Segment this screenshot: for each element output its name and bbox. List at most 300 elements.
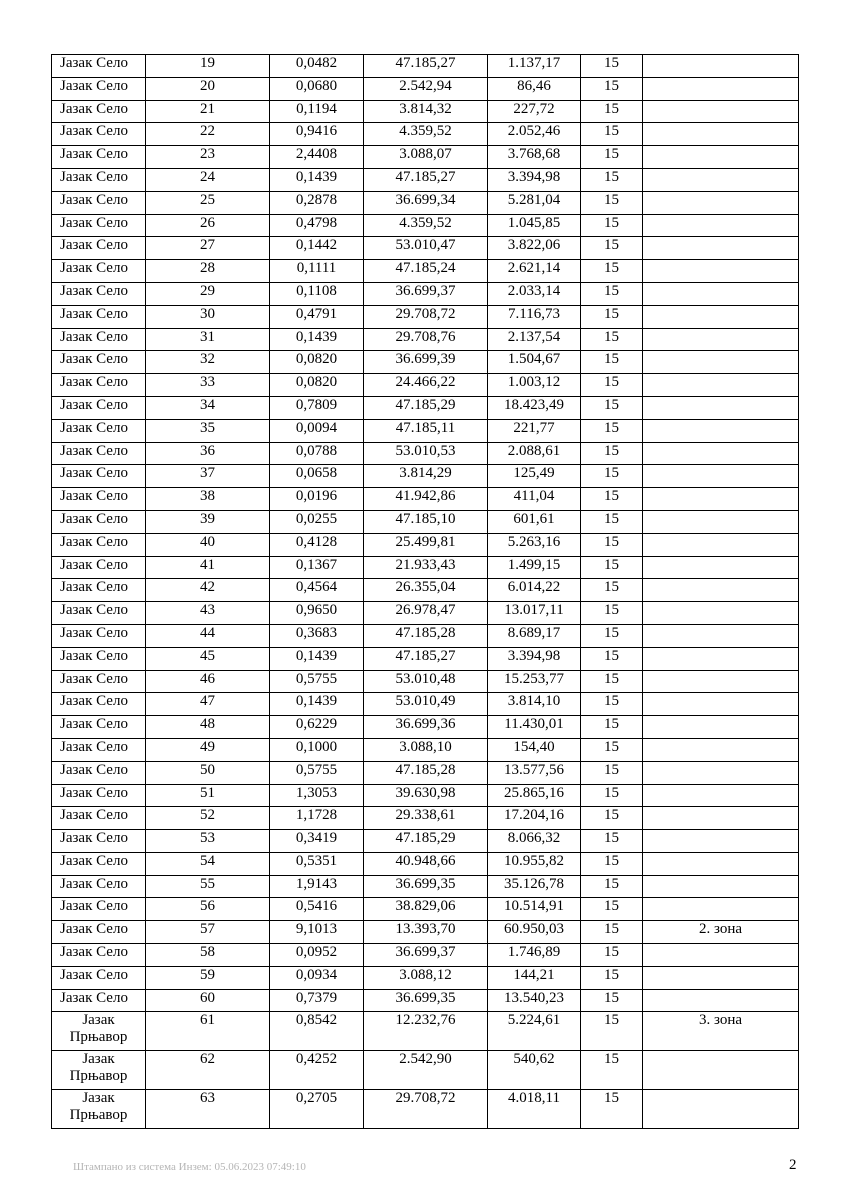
cell-amount: 18.423,49 xyxy=(488,396,581,419)
cell-unit-value: 29.708,72 xyxy=(364,305,488,328)
cell-amount: 10.514,91 xyxy=(488,898,581,921)
cell-parcel-number: 20 xyxy=(146,77,270,100)
cell-area: 0,7379 xyxy=(270,989,364,1012)
cell-rate: 15 xyxy=(581,602,643,625)
cell-rate: 15 xyxy=(581,830,643,853)
cell-unit-value: 29.708,76 xyxy=(364,328,488,351)
cell-zone-note: 3. зона xyxy=(643,1012,799,1051)
cell-rate: 15 xyxy=(581,670,643,693)
cell-parcel-number: 44 xyxy=(146,624,270,647)
cell-rate: 15 xyxy=(581,966,643,989)
cell-parcel-number: 58 xyxy=(146,944,270,967)
table-row xyxy=(52,442,799,465)
cell-area: 0,0820 xyxy=(270,351,364,374)
cell-amount: 13.577,56 xyxy=(488,761,581,784)
cell-area: 0,0820 xyxy=(270,374,364,397)
cell-rate: 15 xyxy=(581,533,643,556)
cell-area: 2,4408 xyxy=(270,146,364,169)
cell-unit-value: 3.088,10 xyxy=(364,738,488,761)
cell-zone-note xyxy=(643,944,799,967)
cell-area: 0,5416 xyxy=(270,898,364,921)
cell-rate: 15 xyxy=(581,921,643,944)
table-row xyxy=(52,898,799,921)
cell-rate: 15 xyxy=(581,624,643,647)
cell-zone-note xyxy=(643,305,799,328)
cell-rate: 15 xyxy=(581,738,643,761)
cell-cadastral-municipality: Јазак Село xyxy=(52,944,146,967)
cell-cadastral-municipality: Јазак Село xyxy=(52,875,146,898)
cell-cadastral-municipality: Јазак Прњавор xyxy=(52,1051,146,1090)
cell-amount: 3.822,06 xyxy=(488,237,581,260)
cell-cadastral-municipality: Јазак Село xyxy=(52,533,146,556)
cell-rate: 15 xyxy=(581,100,643,123)
print-footer: Штампано из система Инзем: 05.06.2023 07:49:10 xyxy=(73,1161,306,1173)
cell-area: 0,4798 xyxy=(270,214,364,237)
cell-unit-value: 4.359,52 xyxy=(364,214,488,237)
cell-zone-note xyxy=(643,989,799,1012)
cell-cadastral-municipality: Јазак Село xyxy=(52,989,146,1012)
table-row xyxy=(52,716,799,739)
cell-cadastral-municipality: Јазак Село xyxy=(52,237,146,260)
cell-zone-note xyxy=(643,807,799,830)
cell-cadastral-municipality: Јазак Село xyxy=(52,670,146,693)
cell-rate: 15 xyxy=(581,191,643,214)
table-row xyxy=(52,738,799,761)
table-row xyxy=(52,761,799,784)
cell-zone-note xyxy=(643,488,799,511)
cell-amount: 3.394,98 xyxy=(488,168,581,191)
cell-cadastral-municipality: Јазак Село xyxy=(52,260,146,283)
table-row xyxy=(52,465,799,488)
cell-unit-value: 41.942,86 xyxy=(364,488,488,511)
cell-cadastral-municipality: Јазак Село xyxy=(52,488,146,511)
table-row xyxy=(52,488,799,511)
cell-rate: 15 xyxy=(581,1051,643,1090)
cell-cadastral-municipality: Јазак Село xyxy=(52,282,146,305)
cell-zone-note xyxy=(643,647,799,670)
cell-zone-note xyxy=(643,123,799,146)
cell-parcel-number: 46 xyxy=(146,670,270,693)
cell-amount: 5.281,04 xyxy=(488,191,581,214)
cell-rate: 15 xyxy=(581,556,643,579)
cell-cadastral-municipality: Јазак Село xyxy=(52,647,146,670)
cell-unit-value: 36.699,37 xyxy=(364,282,488,305)
cell-parcel-number: 31 xyxy=(146,328,270,351)
table-row xyxy=(52,419,799,442)
cell-area: 0,4791 xyxy=(270,305,364,328)
cell-amount: 2.137,54 xyxy=(488,328,581,351)
cell-area: 0,7809 xyxy=(270,396,364,419)
cell-unit-value: 36.699,39 xyxy=(364,351,488,374)
cell-amount: 15.253,77 xyxy=(488,670,581,693)
cell-area: 0,1367 xyxy=(270,556,364,579)
cell-area: 0,0482 xyxy=(270,55,364,78)
cell-unit-value: 3.814,29 xyxy=(364,465,488,488)
cell-area: 0,2878 xyxy=(270,191,364,214)
cell-amount: 125,49 xyxy=(488,465,581,488)
cell-unit-value: 38.829,06 xyxy=(364,898,488,921)
table-row xyxy=(52,510,799,533)
cell-rate: 15 xyxy=(581,761,643,784)
cell-unit-value: 47.185,29 xyxy=(364,396,488,419)
cell-cadastral-municipality: Јазак Село xyxy=(52,100,146,123)
cell-amount: 17.204,16 xyxy=(488,807,581,830)
cell-unit-value: 36.699,37 xyxy=(364,944,488,967)
cell-unit-value: 47.185,24 xyxy=(364,260,488,283)
table-row xyxy=(52,670,799,693)
cell-area: 0,4252 xyxy=(270,1051,364,1090)
cell-parcel-number: 28 xyxy=(146,260,270,283)
table-row xyxy=(52,830,799,853)
cell-rate: 15 xyxy=(581,396,643,419)
cell-amount: 25.865,16 xyxy=(488,784,581,807)
cell-parcel-number: 55 xyxy=(146,875,270,898)
cell-parcel-number: 36 xyxy=(146,442,270,465)
cell-unit-value: 47.185,28 xyxy=(364,624,488,647)
cell-unit-value: 2.542,90 xyxy=(364,1051,488,1090)
cell-area: 0,1439 xyxy=(270,693,364,716)
cell-amount: 1.504,67 xyxy=(488,351,581,374)
cell-zone-note xyxy=(643,693,799,716)
cell-zone-note xyxy=(643,419,799,442)
table-row xyxy=(52,351,799,374)
cell-cadastral-municipality: Јазак Село xyxy=(52,77,146,100)
table-row xyxy=(52,693,799,716)
table-row xyxy=(52,556,799,579)
cell-cadastral-municipality: Јазак Прњавор xyxy=(52,1012,146,1051)
cell-area: 0,4564 xyxy=(270,579,364,602)
table-row xyxy=(52,1051,799,1090)
cell-rate: 15 xyxy=(581,647,643,670)
cell-parcel-number: 39 xyxy=(146,510,270,533)
cell-amount: 11.430,01 xyxy=(488,716,581,739)
cell-parcel-number: 21 xyxy=(146,100,270,123)
cell-amount: 3.768,68 xyxy=(488,146,581,169)
cell-unit-value: 47.185,29 xyxy=(364,830,488,853)
cell-parcel-number: 37 xyxy=(146,465,270,488)
cell-zone-note xyxy=(643,146,799,169)
cell-area: 1,1728 xyxy=(270,807,364,830)
cell-rate: 15 xyxy=(581,1012,643,1051)
cell-rate: 15 xyxy=(581,374,643,397)
cell-cadastral-municipality: Јазак Село xyxy=(52,624,146,647)
cell-cadastral-municipality: Јазак Село xyxy=(52,123,146,146)
cell-rate: 15 xyxy=(581,488,643,511)
cell-amount: 227,72 xyxy=(488,100,581,123)
page-number: 2 xyxy=(789,1157,797,1173)
cell-parcel-number: 52 xyxy=(146,807,270,830)
table-row xyxy=(52,214,799,237)
cell-zone-note xyxy=(643,624,799,647)
cell-zone-note xyxy=(643,830,799,853)
cell-area: 0,1442 xyxy=(270,237,364,260)
cell-amount: 7.116,73 xyxy=(488,305,581,328)
cell-area: 0,3683 xyxy=(270,624,364,647)
cell-rate: 15 xyxy=(581,898,643,921)
cell-unit-value: 47.185,28 xyxy=(364,761,488,784)
cell-cadastral-municipality: Јазак Село xyxy=(52,214,146,237)
cell-rate: 15 xyxy=(581,260,643,283)
cell-parcel-number: 40 xyxy=(146,533,270,556)
cell-unit-value: 39.630,98 xyxy=(364,784,488,807)
cell-amount: 5.263,16 xyxy=(488,533,581,556)
cell-zone-note xyxy=(643,966,799,989)
cell-zone-note xyxy=(643,510,799,533)
cell-cadastral-municipality: Јазак Село xyxy=(52,510,146,533)
cell-area: 0,2705 xyxy=(270,1090,364,1129)
cell-area: 0,9650 xyxy=(270,602,364,625)
cell-cadastral-municipality: Јазак Село xyxy=(52,738,146,761)
cell-area: 0,6229 xyxy=(270,716,364,739)
cell-cadastral-municipality: Јазак Село xyxy=(52,396,146,419)
cell-rate: 15 xyxy=(581,579,643,602)
cell-unit-value: 25.499,81 xyxy=(364,533,488,556)
cell-unit-value: 4.359,52 xyxy=(364,123,488,146)
cell-zone-note xyxy=(643,738,799,761)
cell-unit-value: 3.814,32 xyxy=(364,100,488,123)
cell-rate: 15 xyxy=(581,989,643,1012)
cell-parcel-number: 34 xyxy=(146,396,270,419)
data-table xyxy=(51,54,799,1129)
cell-area: 0,1194 xyxy=(270,100,364,123)
table-row xyxy=(52,282,799,305)
cell-zone-note xyxy=(643,191,799,214)
cell-cadastral-municipality: Јазак Село xyxy=(52,305,146,328)
cell-rate: 15 xyxy=(581,716,643,739)
cell-parcel-number: 48 xyxy=(146,716,270,739)
cell-unit-value: 26.978,47 xyxy=(364,602,488,625)
cell-zone-note xyxy=(643,214,799,237)
table-row xyxy=(52,807,799,830)
cell-amount: 1.499,15 xyxy=(488,556,581,579)
cell-rate: 15 xyxy=(581,146,643,169)
cell-parcel-number: 24 xyxy=(146,168,270,191)
cell-zone-note xyxy=(643,374,799,397)
cell-amount: 540,62 xyxy=(488,1051,581,1090)
cell-zone-note xyxy=(643,77,799,100)
table-row xyxy=(52,191,799,214)
table-row xyxy=(52,374,799,397)
cell-cadastral-municipality: Јазак Село xyxy=(52,55,146,78)
table-row xyxy=(52,875,799,898)
cell-unit-value: 36.699,36 xyxy=(364,716,488,739)
cell-unit-value: 47.185,11 xyxy=(364,419,488,442)
cell-rate: 15 xyxy=(581,442,643,465)
cell-amount: 411,04 xyxy=(488,488,581,511)
cell-zone-note xyxy=(643,328,799,351)
cell-zone-note xyxy=(643,1090,799,1129)
cell-rate: 15 xyxy=(581,77,643,100)
cell-zone-note xyxy=(643,716,799,739)
cell-zone-note xyxy=(643,396,799,419)
cell-unit-value: 47.185,10 xyxy=(364,510,488,533)
cell-area: 0,5755 xyxy=(270,761,364,784)
cell-cadastral-municipality: Јазак Село xyxy=(52,784,146,807)
cell-cadastral-municipality: Јазак Село xyxy=(52,693,146,716)
cell-cadastral-municipality: Јазак Село xyxy=(52,852,146,875)
table-row xyxy=(52,260,799,283)
cell-zone-note xyxy=(643,282,799,305)
cell-unit-value: 47.185,27 xyxy=(364,55,488,78)
cell-parcel-number: 61 xyxy=(146,1012,270,1051)
cell-area: 0,0680 xyxy=(270,77,364,100)
cell-unit-value: 3.088,07 xyxy=(364,146,488,169)
cell-zone-note xyxy=(643,602,799,625)
table-row xyxy=(52,533,799,556)
cell-unit-value: 53.010,47 xyxy=(364,237,488,260)
cell-parcel-number: 49 xyxy=(146,738,270,761)
table-row xyxy=(52,1012,799,1051)
cell-rate: 15 xyxy=(581,168,643,191)
cell-rate: 15 xyxy=(581,784,643,807)
cell-rate: 15 xyxy=(581,282,643,305)
cell-zone-note xyxy=(643,55,799,78)
cell-rate: 15 xyxy=(581,123,643,146)
cell-parcel-number: 32 xyxy=(146,351,270,374)
cell-rate: 15 xyxy=(581,1090,643,1129)
cell-zone-note xyxy=(643,875,799,898)
cell-parcel-number: 26 xyxy=(146,214,270,237)
cell-unit-value: 36.699,35 xyxy=(364,875,488,898)
cell-parcel-number: 45 xyxy=(146,647,270,670)
table-body xyxy=(52,55,799,1129)
cell-unit-value: 36.699,35 xyxy=(364,989,488,1012)
cell-zone-note xyxy=(643,351,799,374)
cell-cadastral-municipality: Јазак Село xyxy=(52,168,146,191)
table-row xyxy=(52,624,799,647)
cell-parcel-number: 19 xyxy=(146,55,270,78)
cell-area: 1,9143 xyxy=(270,875,364,898)
cell-rate: 15 xyxy=(581,807,643,830)
cell-zone-note xyxy=(643,670,799,693)
cell-parcel-number: 62 xyxy=(146,1051,270,1090)
cell-area: 0,0658 xyxy=(270,465,364,488)
table-row xyxy=(52,647,799,670)
table-row xyxy=(52,1090,799,1129)
cell-area: 0,0094 xyxy=(270,419,364,442)
cell-cadastral-municipality: Јазак Село xyxy=(52,966,146,989)
cell-zone-note xyxy=(643,761,799,784)
cell-amount: 5.224,61 xyxy=(488,1012,581,1051)
cell-amount: 1.045,85 xyxy=(488,214,581,237)
cell-zone-note xyxy=(643,442,799,465)
cell-unit-value: 53.010,49 xyxy=(364,693,488,716)
cell-area: 0,9416 xyxy=(270,123,364,146)
cell-parcel-number: 51 xyxy=(146,784,270,807)
table-row xyxy=(52,100,799,123)
cell-unit-value: 21.933,43 xyxy=(364,556,488,579)
cell-parcel-number: 60 xyxy=(146,989,270,1012)
cell-cadastral-municipality: Јазак Село xyxy=(52,374,146,397)
cell-area: 0,8542 xyxy=(270,1012,364,1051)
cell-zone-note xyxy=(643,100,799,123)
cell-cadastral-municipality: Јазак Село xyxy=(52,807,146,830)
cell-cadastral-municipality: Јазак Село xyxy=(52,716,146,739)
cell-parcel-number: 47 xyxy=(146,693,270,716)
cell-parcel-number: 59 xyxy=(146,966,270,989)
cell-parcel-number: 63 xyxy=(146,1090,270,1129)
cell-zone-note xyxy=(643,1051,799,1090)
table-row xyxy=(52,921,799,944)
cell-zone-note: 2. зона xyxy=(643,921,799,944)
cell-area: 0,1000 xyxy=(270,738,364,761)
cell-rate: 15 xyxy=(581,944,643,967)
cell-amount: 86,46 xyxy=(488,77,581,100)
cell-unit-value: 24.466,22 xyxy=(364,374,488,397)
cell-zone-note xyxy=(643,237,799,260)
cell-zone-note xyxy=(643,579,799,602)
cell-cadastral-municipality: Јазак Село xyxy=(52,761,146,784)
table-row xyxy=(52,579,799,602)
cell-amount: 3.814,10 xyxy=(488,693,581,716)
cell-amount: 2.052,46 xyxy=(488,123,581,146)
cell-amount: 2.088,61 xyxy=(488,442,581,465)
cell-area: 0,1439 xyxy=(270,168,364,191)
cell-zone-note xyxy=(643,556,799,579)
cell-amount: 221,77 xyxy=(488,419,581,442)
cell-unit-value: 29.708,72 xyxy=(364,1090,488,1129)
cell-unit-value: 40.948,66 xyxy=(364,852,488,875)
cell-zone-note xyxy=(643,533,799,556)
cell-cadastral-municipality: Јазак Село xyxy=(52,602,146,625)
cell-rate: 15 xyxy=(581,55,643,78)
cell-rate: 15 xyxy=(581,214,643,237)
cell-area: 0,3419 xyxy=(270,830,364,853)
cell-cadastral-municipality: Јазак Прњавор xyxy=(52,1090,146,1129)
cell-rate: 15 xyxy=(581,510,643,533)
cell-cadastral-municipality: Јазак Село xyxy=(52,419,146,442)
cell-unit-value: 12.232,76 xyxy=(364,1012,488,1051)
cell-rate: 15 xyxy=(581,305,643,328)
cell-amount: 144,21 xyxy=(488,966,581,989)
cell-parcel-number: 41 xyxy=(146,556,270,579)
cell-zone-note xyxy=(643,168,799,191)
cell-parcel-number: 27 xyxy=(146,237,270,260)
table-row xyxy=(52,146,799,169)
cell-area: 0,1108 xyxy=(270,282,364,305)
cell-unit-value: 53.010,53 xyxy=(364,442,488,465)
cell-cadastral-municipality: Јазак Село xyxy=(52,830,146,853)
cell-zone-note xyxy=(643,465,799,488)
cell-area: 0,4128 xyxy=(270,533,364,556)
cell-parcel-number: 23 xyxy=(146,146,270,169)
cell-parcel-number: 30 xyxy=(146,305,270,328)
cell-area: 0,1439 xyxy=(270,647,364,670)
cell-rate: 15 xyxy=(581,237,643,260)
cell-area: 0,0952 xyxy=(270,944,364,967)
cell-amount: 2.033,14 xyxy=(488,282,581,305)
cell-cadastral-municipality: Јазак Село xyxy=(52,921,146,944)
cell-parcel-number: 54 xyxy=(146,852,270,875)
cell-amount: 10.955,82 xyxy=(488,852,581,875)
table-row xyxy=(52,305,799,328)
cell-amount: 6.014,22 xyxy=(488,579,581,602)
cell-cadastral-municipality: Јазак Село xyxy=(52,146,146,169)
cell-unit-value: 2.542,94 xyxy=(364,77,488,100)
cell-amount: 1.746,89 xyxy=(488,944,581,967)
cell-cadastral-municipality: Јазак Село xyxy=(52,579,146,602)
cell-unit-value: 47.185,27 xyxy=(364,647,488,670)
cell-cadastral-municipality: Јазак Село xyxy=(52,898,146,921)
cell-parcel-number: 42 xyxy=(146,579,270,602)
cell-unit-value: 3.088,12 xyxy=(364,966,488,989)
cell-cadastral-municipality: Јазак Село xyxy=(52,556,146,579)
cell-parcel-number: 38 xyxy=(146,488,270,511)
table-row xyxy=(52,989,799,1012)
cell-amount: 1.003,12 xyxy=(488,374,581,397)
table-row xyxy=(52,852,799,875)
cell-parcel-number: 56 xyxy=(146,898,270,921)
